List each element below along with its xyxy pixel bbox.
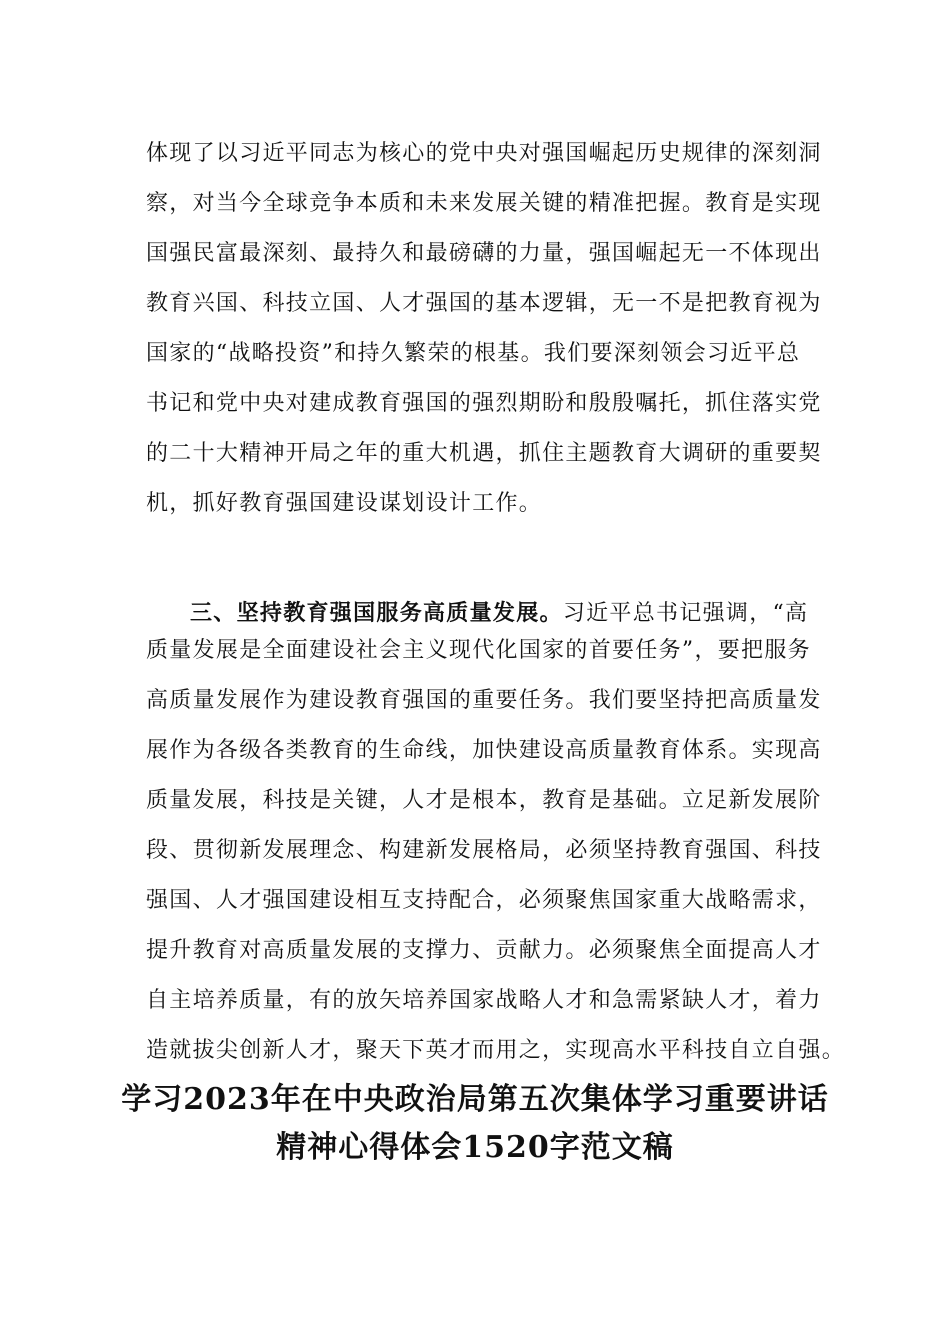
paragraph-line: 自主培养质量，有的放矢培养国家战略人才和急需紧缺人才，着力: [146, 988, 822, 1013]
paragraph-line: 国家的“战略投资”和持久繁荣的根基。我们要深刻领会习近平总: [146, 341, 801, 366]
paragraph-line: 国强民富最深刻、最持久和最磅礴的力量，强国崛起无一不体现出: [146, 241, 822, 266]
paragraph-line: 的二十大精神开局之年的重大机遇，抓住主题教育大调研的重要契: [146, 441, 822, 466]
paragraph-line: 察，对当今全球竞争本质和未来发展关键的精准把握。教育是实现: [146, 191, 822, 216]
paragraph-line: 教育兴国、科技立国、人才强国的基本逻辑，无一不是把教育视为: [146, 291, 822, 316]
paragraph-line: 书记和党中央对建成教育强国的强烈期盼和殷殷嘱托，抓住落实党: [146, 391, 822, 416]
title-line-1: 学习2023年在中央政治局第五次集体学习重要讲话: [121, 1082, 829, 1117]
paragraph-line: 造就拔尖创新人才，聚天下英才而用之，实现高水平科技自立自强。: [146, 1038, 846, 1063]
paragraph-line: 质量发展是全面建设社会主义现代化国家的首要任务”，要把服务: [146, 638, 811, 663]
paragraph-line-rest: 习近平总书记强调，“高: [562, 601, 809, 626]
paragraph-line: 展作为各级各类教育的生命线，加快建设高质量教育体系。实现高: [146, 738, 822, 763]
section-heading: 三、坚持教育强国服务高质量发展。: [190, 600, 563, 626]
paragraph-line: 段、贯彻新发展理念、构建新发展格局，必须坚持教育强国、科技: [146, 838, 822, 863]
title-line-2: 精神心得体会1520字范文稿: [276, 1130, 674, 1165]
paragraph-line: 体现了以习近平同志为核心的党中央对强国崛起历史规律的深刻洞: [146, 141, 822, 166]
paragraph-line: 强国、人才强国建设相互支持配合，必须聚焦国家重大战略需求，: [146, 888, 822, 913]
paragraph-line: 质量发展，科技是关键，人才是根本，教育是基础。立足新发展阶: [146, 788, 822, 813]
paragraph-line: 提升教育对高质量发展的支撑力、贡献力。必须聚焦全面提高人才: [146, 938, 822, 963]
paragraph-line: 高质量发展作为建设教育强国的重要任务。我们要坚持把高质量发: [146, 688, 822, 713]
paragraph-first-line: [190, 598, 810, 629]
paragraph-line: 机，抓好教育强国建设谋划设计工作。: [146, 491, 543, 516]
